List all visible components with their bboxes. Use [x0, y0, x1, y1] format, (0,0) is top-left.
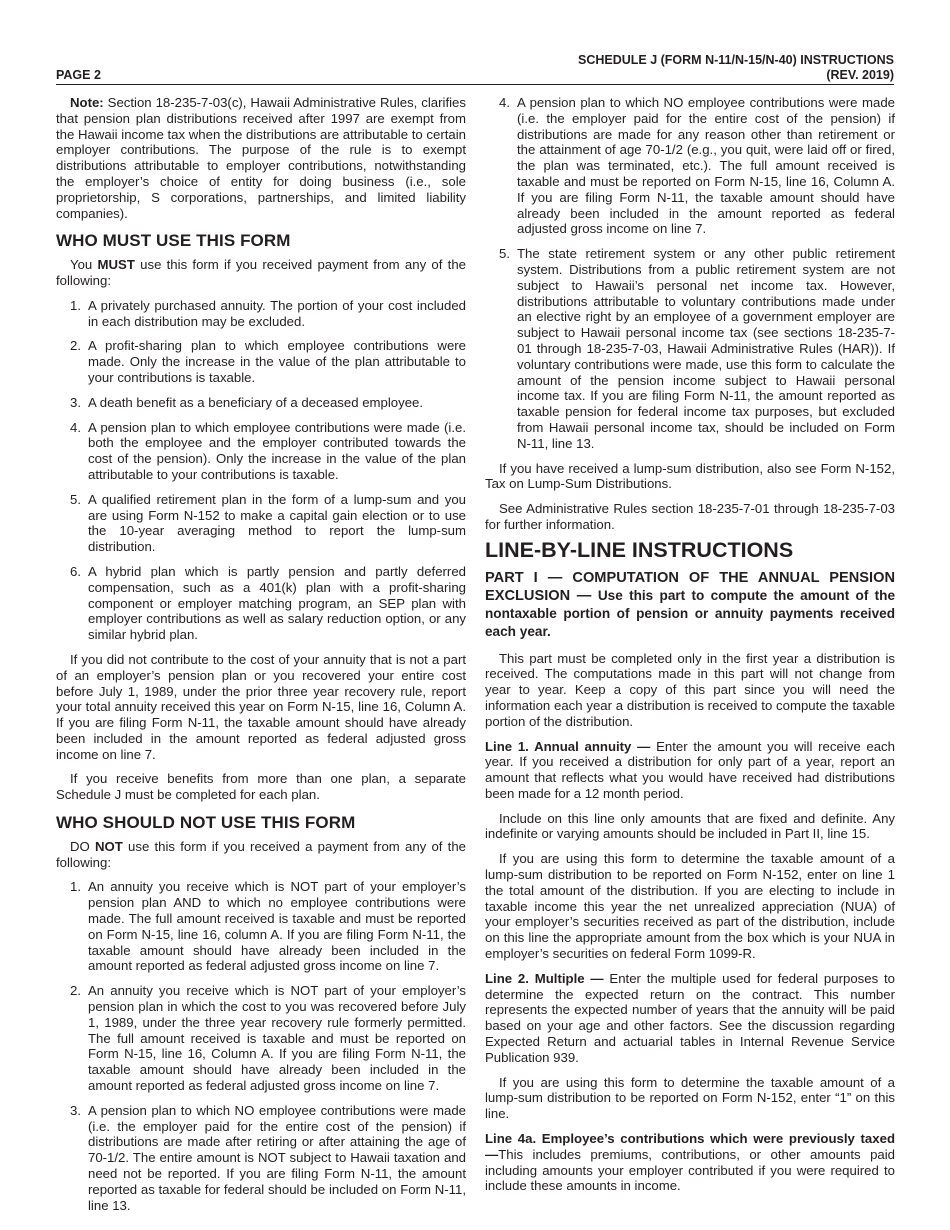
part1-intro: This part must be completed only in the first year a distribution is received. The computations made in this part will not change from year to year. Keep a copy of this part since you will need the information each year a distribution is received to compute the taxable portion of the distribution. — [485, 650, 895, 729]
list-item — [485, 246, 895, 451]
lump-sum-paragraph: If you have received a lump-sum distribution, also see Form N-152, Tax on Lump-Sum Distributions. — [485, 460, 895, 492]
item-text: A profit-sharing plan to which employee contributions were made. Only the increase in the value of the plan attributable to your contributions is taxable. — [88, 338, 466, 385]
line2-paragraph — [485, 971, 895, 1066]
line1-text: Enter the amount you will receive each year. If you received a distribution for only part of a year, report an amount that reflects what you would have received had distributions been made for a 12 month period. — [485, 738, 895, 801]
item-number: 1. — [70, 297, 81, 313]
list-item — [56, 492, 466, 555]
part1-title: PART I — COMPUTATION OF THE ANNUAL PENSION EXCLUSION — — [485, 569, 895, 604]
line2-paragraph-2: If you are using this form to determine the taxable amount of a lump-sum distribution to be reported on Form N-152, enter “1” on this line. — [485, 1074, 895, 1122]
not-list-continued — [485, 95, 895, 452]
item-number: 4. — [70, 419, 81, 435]
item-text: A qualified retirement plan in the form of a lump-sum and you are using Form N-152 to make a capital gain election or to use the 10-year averaging method to report the lump-sum distribution. — [88, 491, 466, 555]
line-by-line-heading: LINE-BY-LINE INSTRUCTIONS — [485, 537, 794, 562]
note-paragraph — [56, 95, 466, 221]
line1-paragraph — [485, 739, 895, 802]
admin-rules-paragraph: See Administrative Rules section 18-235-7-01 through 18-235-7-03 for further information. — [485, 501, 895, 532]
document-title-line2: (REV. 2019) — [826, 68, 894, 82]
multiple-plans-paragraph: If you receive benefits from more than one plan, a separate Schedule J must be completed for each plan. — [56, 771, 466, 803]
must-intro — [56, 257, 466, 289]
not-intro-bold: NOT — [94, 838, 123, 854]
list-item — [56, 395, 466, 411]
item-text: A pension plan to which NO employee contributions were made (i.e. the employer paid for the entire cost of the pension) if distributions are made after retiring or after attaining the age of 70-1/2. The entire amount is NOT subject to Hawaii taxation and need not be reported. If you are filing Form N-11, the amount reported as taxable for federal should be included on Form N-11, line 13. — [88, 1102, 466, 1213]
item-number: 5. — [499, 246, 510, 262]
note-label: Note: — [70, 95, 104, 110]
line4a-paragraph — [485, 1131, 895, 1194]
not-list — [56, 879, 466, 1213]
list-item — [56, 338, 466, 385]
item-text: A privately purchased annuity. The portion of your cost included in each distribution may be excluded. — [88, 297, 466, 329]
not-intro-post: use this form if you received a payment from any of the following: — [56, 838, 466, 870]
must-intro-post: use this form if you received payment from any of the following: — [56, 257, 466, 288]
item-text: An annuity you receive which is NOT part of your employer’s pension plan in which the cost to you was recovered before July 1, 1989, under the three year recovery rule formerly permitted. The full amount received is taxable and must be reported on Form N-15, line 16, Column A. If you are filing Form N-11, the taxable amount should have already been included in the amount reported as federal adjusted gross income on line 7. — [88, 983, 466, 1094]
line1-paragraph-2: Include on this line only amounts that are fixed and definite. Any indefinite or varying amounts should be included in Part II, line 15. — [485, 810, 895, 842]
list-item — [56, 298, 466, 330]
item-text: The state retirement system or any other public retirement system. Distributions from a public retirement system are not subject to Hawaii’s personal net income tax. However, distributions attributable to voluntary contributions made under an elective right by an employee of a government employer are subject to Hawaii personal income tax (see sections 18-235-7-01 through 18-235-7-03, Hawaii Administrative Rules (HAR)). If voluntary contributions were made, use this form to calculate the amount of the pension income subject to Hawaii personal income tax. If you are filing Form N-11, the amount reported as taxable pension for federal income tax purposes, but excluded from Hawaii personal income tax, should be included on Form N-11, line 13. — [517, 246, 895, 451]
item-number: 4. — [499, 95, 510, 110]
note-text: Section 18-235-7-03(c), Hawaii Administrative Rules, clarifies that pension plan distributions received after 1997 are exempt from the Hawaii income tax when the distributions are attributable to certain employer contributions. The purpose of the rule is to exempt distributions attributable to employer contributions, notwithstanding the employer’s choice of entity for doing business (i.e., sole proprietorship, S corporations, partnerships, and limited liability companies). — [56, 95, 466, 221]
part1-subtitle: Use this part to compute the amount of the nontaxable portion of pension or annuity payments received each year. — [485, 587, 896, 639]
must-intro-pre: You — [70, 257, 93, 273]
part1-heading — [485, 569, 895, 641]
item-number: 2. — [70, 983, 81, 999]
not-intro-pre: DO — [70, 838, 90, 854]
line1-label: Line 1. Annual annuity — — [485, 738, 651, 754]
line4a-label: Line 4a. Employee’s contributions which were previously taxed — — [485, 1131, 895, 1162]
list-item — [485, 95, 895, 237]
item-text: A pension plan to which employee contributions were made (i.e. both the employee and the employer contributed towards the cost of the pension). Only the increase in the value of the plan attributable to your contributions is taxable. — [88, 419, 466, 482]
item-number: 5. — [70, 491, 81, 507]
must-list — [56, 298, 466, 643]
page-number: PAGE 2 — [56, 68, 101, 82]
item-number: 3. — [70, 394, 81, 410]
list-item — [56, 564, 466, 643]
list-item — [56, 983, 466, 1094]
no-contribution-paragraph: If you did not contribute to the cost of your annuity that is not a part of an employer’s pension plan or you recovered your entire cost before July 1, 1989, under the prior three year recovery rule, report your total annuity received this year on Form N-15, line 16, Column A. If you are filing Form N-11, the taxable amount should have already been included in the amount reported as federal adjusted gross income on line 7. — [56, 651, 466, 762]
document-title — [578, 53, 894, 83]
header-rule — [56, 84, 894, 85]
item-number: 6. — [70, 563, 81, 579]
line2-label: Line 2. Multiple — — [485, 970, 604, 986]
item-number: 1. — [70, 879, 81, 895]
item-text: A hybrid plan which is partly pension and partly deferred compensation, such as a 401(k) plan with a profit-sharing component or employer matching program, an SEP plan with employer contributions as well as salary reduction option, or any similar hybrid plan. — [88, 563, 466, 643]
item-text: A death benefit as a beneficiary of a deceased employee. — [88, 394, 424, 410]
list-item — [56, 420, 466, 483]
item-number: 3. — [70, 1102, 81, 1118]
must-intro-bold: MUST — [97, 257, 135, 273]
who-should-not-heading: WHO SHOULD NOT USE THIS FORM — [56, 813, 356, 833]
list-item — [56, 1103, 466, 1214]
item-number: 2. — [70, 338, 81, 354]
line1-paragraph-3: If you are using this form to determine the taxable amount of a lump-sum distribution to be reported on Form N-152, enter on line 1 the total amount of the distribution. If you are electing to include in taxable income this year the net unrealized appreciation (NUA) of your employer’s securities received as part of the distribution, include on this line the appropriate amount from the box which is your NUA in employer’s securities on federal Form 1099-R. — [485, 851, 895, 962]
line4a-text: This includes premiums, contributions, or other amounts paid including amounts your employer contributed if you were required to include these amounts in income. — [485, 1146, 895, 1194]
document-title-line1: SCHEDULE J (FORM N-11/N-15/N-40) INSTRUCTIONS — [577, 53, 894, 67]
not-intro — [56, 839, 466, 871]
list-item — [56, 879, 466, 974]
left-column — [56, 95, 466, 1222]
who-must-heading: WHO MUST USE THIS FORM — [56, 231, 291, 251]
right-column — [485, 95, 895, 1203]
line2-text: Enter the multiple used for federal purposes to determine the expected return on the contract. This number represents the expected number of years that the annuity will be paid based on your age and other factors. See the discussion regarding Expected Return and actuarial tables in Internal Revenue Service Publication 939. — [485, 970, 895, 1065]
item-text: An annuity you receive which is NOT part of your employer’s pension plan AND to which no employee contributions were made. The full amount received is taxable and must be reported on Form N-15, line 16, column A. If you are filing Form N-11, the taxable amount should have already been included in the amount reported as federal adjusted gross income on line 7. — [88, 879, 466, 974]
item-text: A pension plan to which NO employee contributions were made (i.e. the employer paid for the entire cost of the pension) if distributions are made for any reason other than retirement or the attainment of age 70-1/2 (e.g., you quit, were laid off or fired, the plan was terminated, etc.). The full amount received is taxable and must be reported on Form N-15, line 16, Column A. If you are filing Form N-11, the taxable amount should have already been included in the amount reported as federal adjusted gross income on line 7. — [517, 95, 895, 237]
